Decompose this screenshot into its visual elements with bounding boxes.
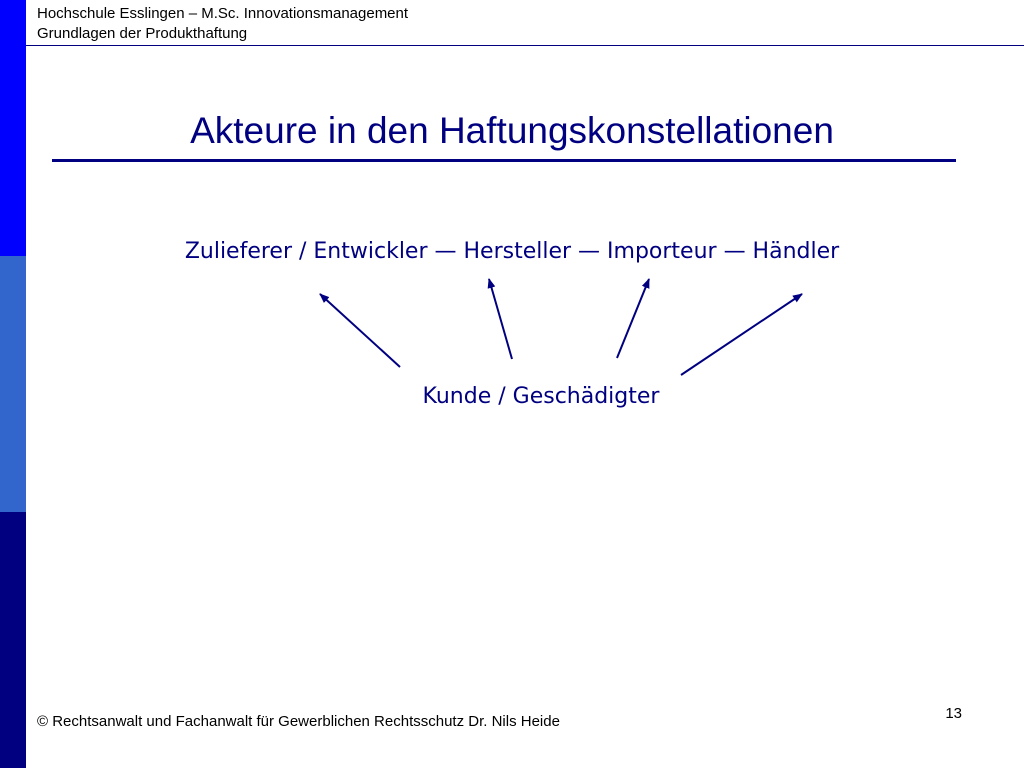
title-underline <box>52 159 956 162</box>
arrow-to-zulieferer <box>320 294 400 367</box>
slide-title: Akteure in den Haftungskonstellationen <box>190 110 834 151</box>
header-institution: Hochschule Esslingen – M.Sc. Innovationsmanagement <box>37 5 409 22</box>
actors-line <box>0 236 1024 268</box>
header-divider <box>26 45 1024 46</box>
header-course: Grundlagen der Produkthaftung <box>37 25 248 42</box>
arrow-to-haendler <box>681 294 802 375</box>
slide-title-container <box>0 108 1024 154</box>
customer-label-container <box>0 381 1024 413</box>
actors-text: Zulieferer / Entwickler — Hersteller — Importeur — Händler <box>184 239 840 264</box>
arrow-to-hersteller <box>489 279 512 359</box>
customer-label: Kunde / Geschädigter <box>422 384 660 409</box>
slide-header <box>37 4 408 44</box>
arrow-to-importeur <box>617 279 649 358</box>
footer-copyright: © Rechtsanwalt und Fachanwalt für Gewerblichen Rechtsschutz Dr. Nils Heide <box>37 713 560 730</box>
sidebar-bottom-segment <box>0 512 26 768</box>
page-number: 13 <box>945 705 962 722</box>
